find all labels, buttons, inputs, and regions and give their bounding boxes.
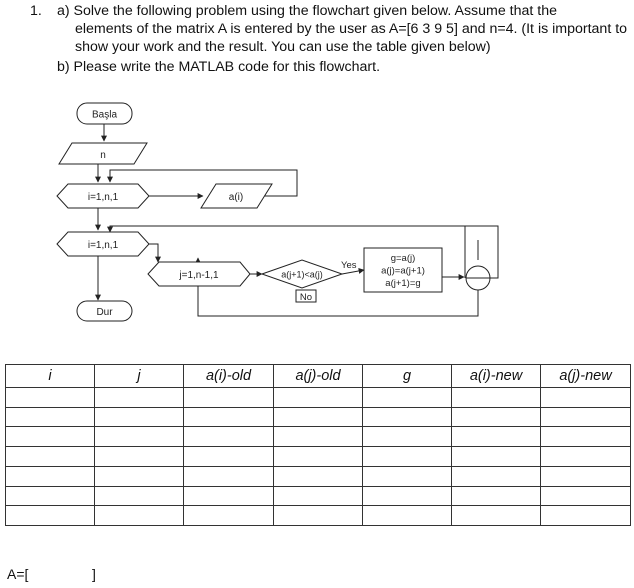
loop3-label: j=1,n-1,1 — [179, 270, 219, 281]
loop2-hexagon — [57, 232, 149, 256]
header-aj-new: a(j)-new — [541, 365, 631, 388]
end-label: Dur — [96, 307, 113, 318]
table-cell[interactable] — [452, 407, 541, 427]
swap-line3: a(j+1)=g — [385, 278, 421, 289]
table-cell[interactable] — [274, 427, 363, 447]
table-header-row — [6, 365, 631, 388]
loop3-hexagon — [148, 262, 250, 286]
start-terminal — [77, 103, 132, 124]
question-part-a-line2: elements of the matrix A is entered by the user as A=[6 3 9 5] and n=4. (It is important to — [75, 21, 628, 37]
table-body — [6, 388, 631, 526]
matrix-close-bracket: ] — [92, 566, 96, 582]
table-cell[interactable] — [363, 506, 452, 526]
table-cell[interactable] — [184, 427, 274, 447]
table-cell[interactable] — [184, 407, 274, 427]
header-aj-old: a(j)-old — [274, 365, 363, 388]
swap-line2: a(j)=a(j+1) — [381, 265, 425, 277]
table-cell[interactable] — [363, 466, 452, 486]
table-cell[interactable] — [184, 506, 274, 526]
table-cell[interactable] — [274, 447, 363, 467]
loop2-label: i=1,n,1 — [87, 240, 119, 251]
table-cell[interactable] — [541, 506, 631, 526]
table-cell[interactable] — [452, 427, 541, 447]
table-cell[interactable] — [95, 388, 184, 408]
input-n-parallelogram — [59, 143, 147, 164]
table-cell[interactable] — [541, 388, 631, 408]
table-cell[interactable] — [184, 486, 274, 506]
matrix-label: A=[ — [7, 566, 29, 582]
table-row — [6, 407, 631, 427]
question-number: 1. — [30, 3, 42, 19]
table-row — [6, 447, 631, 467]
table-cell[interactable] — [541, 447, 631, 467]
table-cell[interactable] — [274, 466, 363, 486]
table-cell[interactable] — [6, 427, 95, 447]
question-part-a-line3: show your work and the result. You can use the table given below) — [75, 39, 491, 55]
table-cell[interactable] — [452, 486, 541, 506]
table-cell[interactable] — [95, 447, 184, 467]
table-cell[interactable] — [541, 486, 631, 506]
table-cell[interactable] — [95, 466, 184, 486]
table-cell[interactable] — [184, 447, 274, 467]
table-cell[interactable] — [95, 506, 184, 526]
header-j: j — [95, 365, 184, 388]
question-part-a-line1: a) Solve the following problem using the flowchart given below. Assume that the — [57, 3, 557, 19]
table-cell[interactable] — [363, 427, 452, 447]
table-cell[interactable] — [95, 407, 184, 427]
work-table — [5, 364, 631, 526]
table-cell[interactable] — [6, 466, 95, 486]
input-ai-label: a(i) — [228, 192, 244, 203]
table-cell[interactable] — [6, 447, 95, 467]
end-terminal — [77, 301, 132, 321]
table-cell[interactable] — [95, 486, 184, 506]
table-cell[interactable] — [184, 466, 274, 486]
table-cell[interactable] — [452, 506, 541, 526]
question-part-b: b) Please write the MATLAB code for this flowchart. — [57, 59, 381, 75]
table-cell[interactable] — [6, 486, 95, 506]
table-cell[interactable] — [274, 486, 363, 506]
table-cell[interactable] — [6, 388, 95, 408]
table-row — [6, 388, 631, 408]
table-cell[interactable] — [6, 407, 95, 427]
table-cell[interactable] — [541, 466, 631, 486]
header-ai-new: a(i)-new — [452, 365, 541, 388]
swap-process-box — [364, 248, 442, 292]
table-cell[interactable] — [452, 466, 541, 486]
table-cell[interactable] — [452, 447, 541, 467]
start-label: Başla — [91, 109, 118, 121]
input-ai-parallelogram — [201, 184, 272, 208]
condition-label: a(j+1)<a(j) — [281, 269, 323, 280]
table-cell[interactable] — [541, 407, 631, 427]
table-cell[interactable] — [363, 447, 452, 467]
header-i: i — [6, 365, 95, 388]
no-label: No — [299, 292, 313, 303]
table-row — [6, 466, 631, 486]
table-row — [6, 427, 631, 447]
table-cell[interactable] — [274, 407, 363, 427]
table-cell[interactable] — [541, 427, 631, 447]
header-g: g — [363, 365, 452, 388]
table-cell[interactable] — [363, 407, 452, 427]
swap-line1: g=a(j) — [390, 253, 416, 264]
loop1-hexagon — [57, 184, 149, 208]
table-cell[interactable] — [274, 506, 363, 526]
loop1-label: i=1,n,1 — [87, 192, 119, 203]
table-cell[interactable] — [274, 388, 363, 408]
table-cell[interactable] — [95, 427, 184, 447]
table-cell[interactable] — [6, 506, 95, 526]
header-ai-old: a(i)-old — [184, 365, 274, 388]
table-cell[interactable] — [452, 388, 541, 408]
condition-diamond — [262, 260, 342, 288]
table-row — [6, 486, 631, 506]
table-cell[interactable] — [363, 388, 452, 408]
table-row — [6, 506, 631, 526]
table-cell[interactable] — [184, 388, 274, 408]
table-cell[interactable] — [363, 486, 452, 506]
input-n-label: n — [100, 150, 106, 161]
yes-label: Yes — [341, 260, 357, 271]
